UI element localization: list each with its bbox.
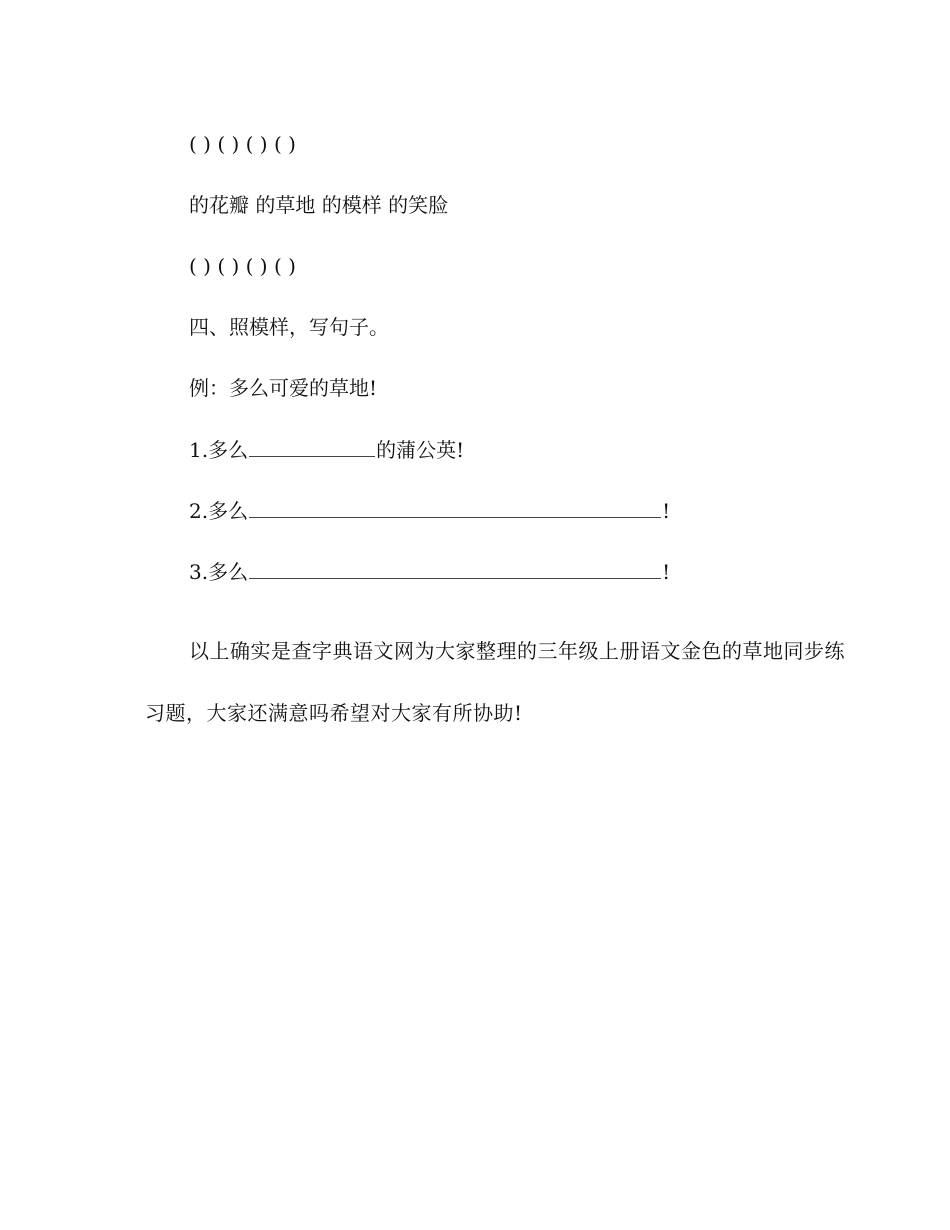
exercise-3-blank [249,558,661,579]
exercise-2 [189,497,670,524]
blank-parentheses-row-2: ( ) ( ) ( ) ( ) [189,254,296,278]
exercise-1 [189,436,464,463]
exercise-2-blank [249,497,661,518]
closing-paragraph: 以上确实是查字典语文网为大家整理的三年级上册语文金色的草地同步练习题，大家还满意吗希望对大家有所协助! [145,639,845,725]
exercise-1-blank [249,436,375,457]
blank-parentheses-row-1: ( ) ( ) ( ) ( ) [189,132,296,156]
example-sentence: 例：多么可爱的草地! [189,376,378,400]
exercise-2-prefix: 2.多么 [189,499,249,523]
exercise-1-prefix: 1.多么 [189,438,249,462]
exercise-1-suffix: 的蒲公英! [376,438,465,462]
exercise-3-suffix: ! [662,560,671,584]
section-heading: 四、照模样，写句子。 [189,315,389,339]
phrase-row: 的花瓣 的草地 的模样 的笑脸 [189,193,449,217]
exercise-2-suffix: ! [662,499,671,523]
exercise-3-prefix: 3.多么 [189,560,249,584]
exercise-3 [189,558,670,585]
